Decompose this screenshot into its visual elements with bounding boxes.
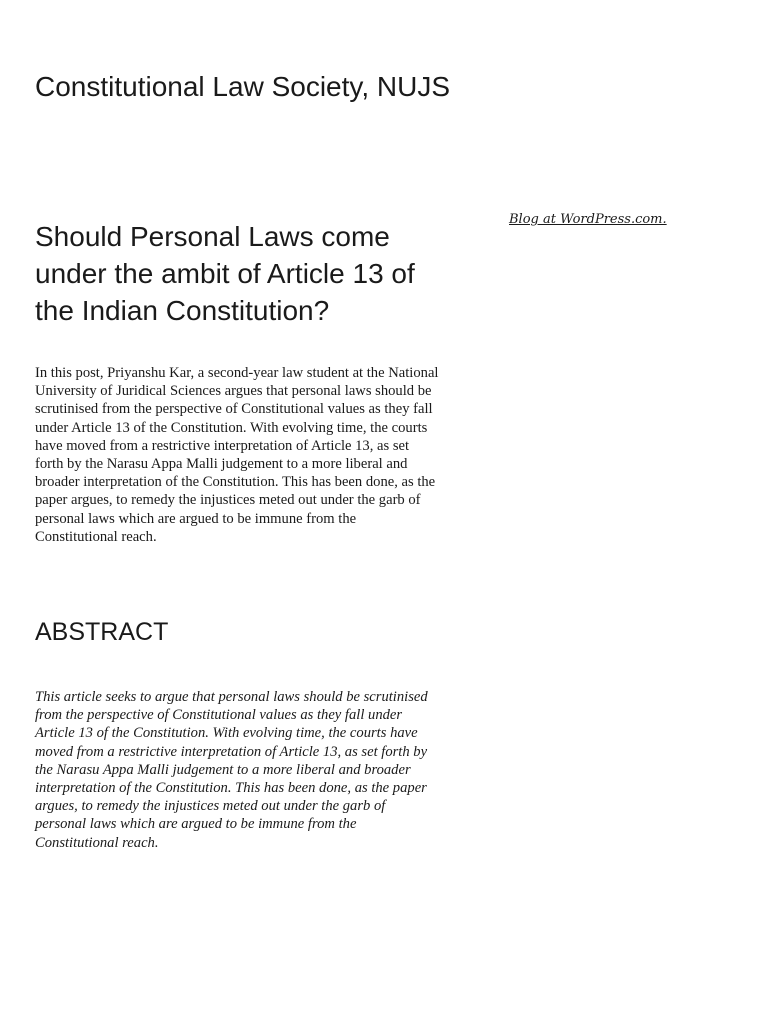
abstract-text: This article seeks to argue that personal laws should be scrutinised from the perspective of Constitutional values as they fall under Article 13 of the Constitution. With evolving time, the courts have moved from a restrictive interpretation of Article 13, as set forth by the Narasu Appa Malli judgement to a more liberal and broader interpretation of the Constitution. This has been done, as the paper argues, to remedy the injustices meted out under the garb of personal laws which are argued to be immune from the Constitutional reach. [35,689,428,851]
post-intro: In this post, Priyanshu Kar, a second-year law student at the National University of Juridical Sciences argues that personal laws should be scrutinised from the perspective of Constitutional values as they fall under Article 13 of the Constitution. With evolving time, the courts have moved from a restrictive interpretation of Article 13, as set forth by the Narasu Appa Malli judgement to a more liberal and broader interpretation of the Constitution. This has been done, as the paper argues, to remedy the injustices meted out under the garb of personal laws which are argued to be immune from the Constitutional reach. [35,365,439,545]
wordpress-credit-link[interactable]: Blog at WordPress.com. [509,212,667,227]
abstract-heading: ABSTRACT [35,618,169,646]
site-title[interactable]: Constitutional Law Society, NUJS [35,71,450,102]
post-title: Should Personal Laws come under the ambit of Article 13 of the Indian Constitution? [35,221,415,326]
